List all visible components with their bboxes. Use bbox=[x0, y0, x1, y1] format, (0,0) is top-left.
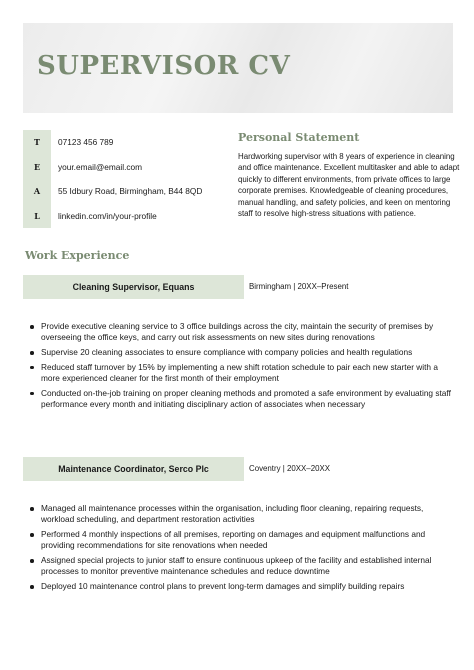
contact-row-linkedin bbox=[23, 204, 223, 229]
bullet-icon bbox=[30, 585, 34, 589]
contact-row-phone bbox=[23, 130, 223, 155]
list-item bbox=[27, 555, 451, 577]
header-band bbox=[23, 23, 453, 113]
bullet-text: Assigned special projects to junior staff to ensure continuous upkeep of the facility and established internal processes to monitor preventive maintenance schedules and reduce downtime bbox=[41, 555, 432, 577]
bullet-text: Deployed 10 maintenance control plans to prevent long-term damages and simplify building repairs bbox=[41, 581, 405, 591]
phone-value: 07123 456 789 bbox=[58, 137, 114, 147]
contact-row-email bbox=[23, 155, 223, 180]
job-title-bar: Maintenance Coordinator, Serco Plc bbox=[23, 457, 244, 481]
bullet-text: Managed all maintenance processes within the organisation, including floor cleaning, repairing requests, workload scheduling, and department restoration activities bbox=[41, 503, 424, 525]
bullet-icon bbox=[30, 559, 34, 563]
bullet-text: Supervise 20 cleaning associates to ensure compliance with company policies and health regulations bbox=[41, 347, 413, 357]
bullet-icon bbox=[30, 392, 34, 396]
bullet-icon bbox=[30, 533, 34, 537]
job-bullet-list bbox=[27, 503, 451, 596]
job-location-dates: Coventry | 20XX–20XX bbox=[249, 464, 331, 473]
list-item bbox=[27, 503, 451, 525]
job-location-dates: Birmingham | 20XX–Present bbox=[249, 282, 349, 291]
address-letter-icon: A bbox=[23, 179, 51, 204]
list-item bbox=[27, 388, 451, 410]
email-letter-icon: E bbox=[23, 155, 51, 180]
bullet-text: Conducted on-the-job training on proper cleaning methods and promoted a safe environment by evaluating staff performance every month and initiating disciplinary action of associates when necessary bbox=[41, 387, 451, 409]
contact-section bbox=[23, 130, 223, 228]
personal-statement-heading: Personal Statement bbox=[238, 131, 360, 144]
job-title-bar: Cleaning Supervisor, Equans bbox=[23, 275, 244, 299]
bullet-text: Performed 4 monthly inspections of all premises, reporting on damages and equipment malfunctions and providing recommendations for site renovations when needed bbox=[41, 529, 426, 551]
job-bullet-list bbox=[27, 321, 451, 414]
list-item bbox=[27, 347, 451, 358]
linkedin-value: linkedin.com/in/your-profile bbox=[58, 210, 157, 221]
contact-row-address bbox=[23, 179, 223, 204]
bullet-icon bbox=[30, 351, 34, 355]
list-item bbox=[27, 321, 451, 343]
address-value: 55 Idbury Road, Birmingham, B44 8QD bbox=[58, 186, 203, 196]
list-item bbox=[27, 529, 451, 551]
bullet-text: Provide executive cleaning service to 3 office buildings across the city, maintain the security of premises by overseeing the office keys, and carry out risk assessments on new sites during renovations bbox=[41, 321, 434, 343]
work-experience-heading: Work Experience bbox=[25, 249, 130, 262]
personal-statement-text: Hardworking supervisor with 8 years of experience in cleaning and office maintenance. Excellent multitasker and able to adapt quickly to different environments, from private offices to large corporate premises. Knowledgeable of cleaning procedures, manual handling, and safety policies, and keen on mentoring staff to resolve high-stress situations with patience. bbox=[238, 152, 460, 219]
bullet-icon bbox=[30, 366, 34, 370]
bullet-icon bbox=[30, 507, 34, 511]
bullet-icon bbox=[30, 325, 34, 329]
personal-statement bbox=[238, 131, 460, 219]
list-item bbox=[27, 581, 451, 592]
email-value: your.email@email.com bbox=[58, 161, 143, 172]
list-item bbox=[27, 362, 451, 384]
bullet-text: Reduced staff turnover by 15% by implementing a new shift rotation schedule to pair each new starter with a more experienced cleaner for the first month of their employment bbox=[41, 361, 438, 383]
linkedin-letter-icon: L bbox=[23, 204, 51, 229]
phone-letter-icon: T bbox=[23, 130, 51, 155]
cv-title: SUPERVISOR CV bbox=[37, 51, 291, 81]
